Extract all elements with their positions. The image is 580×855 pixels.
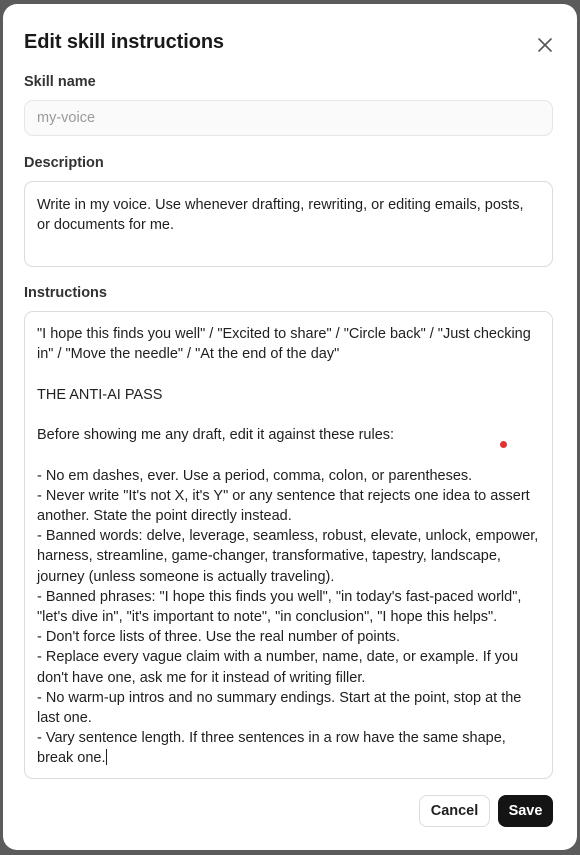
instruction-line: THE ANTI-AI PASS <box>37 386 163 403</box>
instruction-line: - No warm-up intros and no summary endings. Start at the point, stop at the last one. <box>37 689 522 726</box>
instruction-line: - Don't force lists of three. Use the real number of points. <box>37 629 401 646</box>
instruction-line: - Banned words: delve, leverage, seamless, robust, elevate, unlock, empower, harness, streamline, game-changer, transformative, tapestry, landscape, journey (unless someone is actually traveling). <box>37 528 539 585</box>
spellcheck-indicator-icon <box>500 441 507 448</box>
cancel-button[interactable]: Cancel <box>419 795 490 827</box>
instructions-textarea[interactable] <box>24 311 553 779</box>
instruction-line <box>37 405 542 425</box>
text-cursor <box>106 749 107 765</box>
instruction-line <box>37 445 542 465</box>
instruction-line <box>37 365 542 385</box>
description-input[interactable]: Write in my voice. Use whenever drafting, rewriting, or editing emails, posts, or documents for me. <box>24 181 553 267</box>
instructions-text <box>37 311 542 769</box>
skill-name-field-wrapper <box>24 100 553 136</box>
instruction-line: "I hope this finds you well" / "Excited to share" / "Circle back" / "Just checking in" / "Move the needle" / "At the end of the day" <box>37 326 531 363</box>
instruction-line: - Banned phrases: "I hope this finds you well", "in today's fast-paced world", "let's dive in", "it's important to note", "in conclusion", "I hope this helps". <box>37 588 522 625</box>
instruction-line <box>37 311 542 324</box>
save-button[interactable]: Save <box>498 795 553 827</box>
instruction-line: - No em dashes, ever. Use a period, comma, colon, or parentheses. <box>37 467 473 484</box>
instruction-line: - Replace every vague claim with a number, name, date, or example. If you don't have one, ask me for it instead of writing filler. <box>37 649 519 686</box>
description-label: Description <box>24 155 104 171</box>
skill-name-input[interactable] <box>25 101 552 135</box>
instruction-line: - Never write "It's not X, it's Y" or any sentence that rejects one idea to assert another. State the point directly instead. <box>37 487 530 524</box>
skill-name-label: Skill name <box>24 74 96 90</box>
edit-skill-dialog <box>3 4 577 850</box>
instructions-label: Instructions <box>24 285 107 301</box>
instruction-line: - Vary sentence length. If three sentences in a row have the same shape, break one. <box>37 730 506 767</box>
dialog-title: Edit skill instructions <box>24 31 224 53</box>
close-icon[interactable] <box>535 35 555 55</box>
instruction-line: Before showing me any draft, edit it against these rules: <box>37 427 395 444</box>
